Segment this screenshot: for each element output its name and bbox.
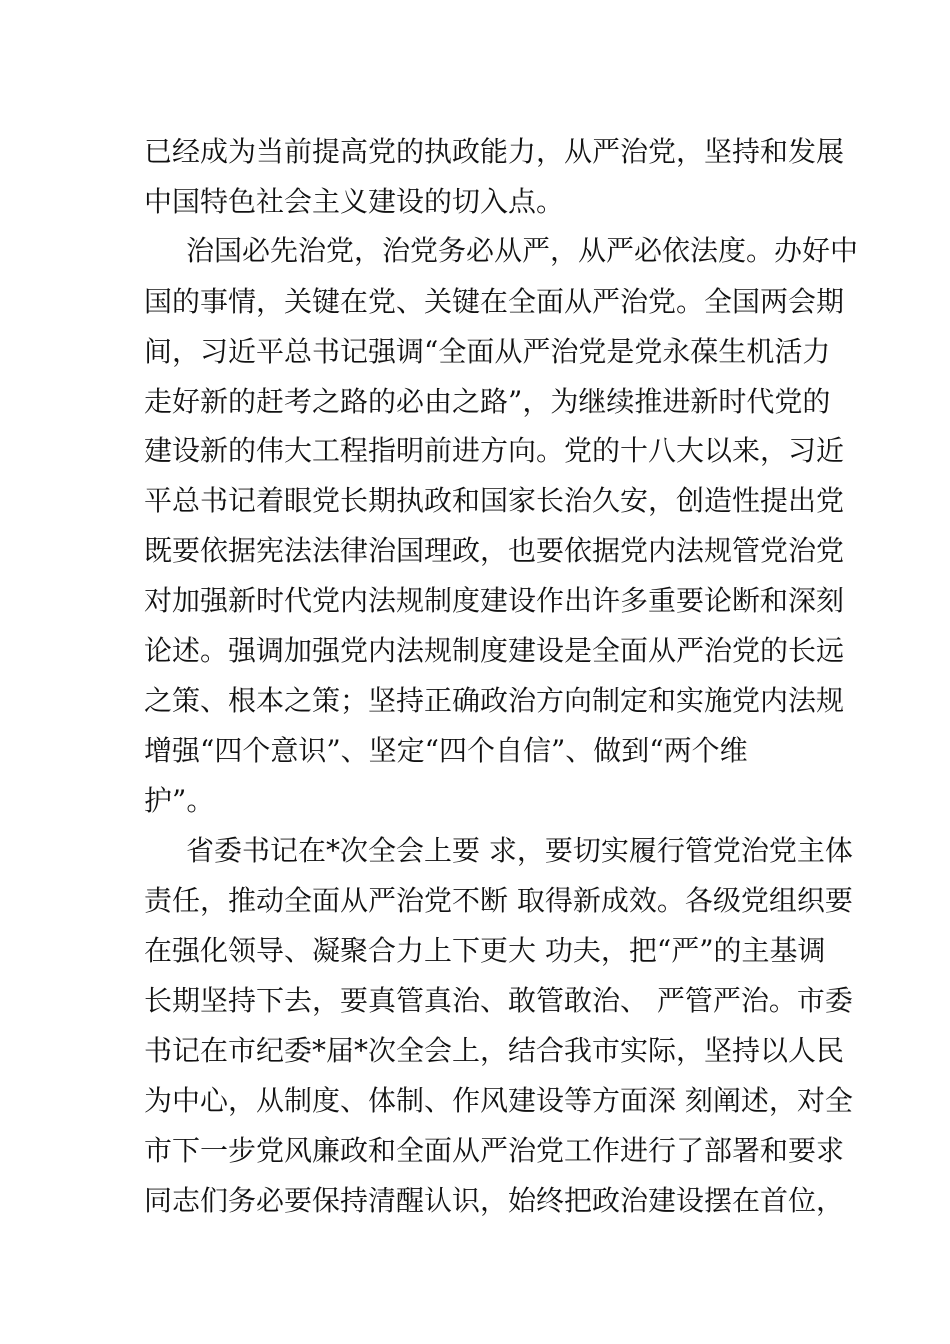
text-line-10: 对加强新时代党内法规制度建设作出许多重要论断和深刻: [144, 584, 845, 617]
text-line-21: 市下一步党风廉政和全面从严治党工作进行了部署和要求: [144, 1134, 845, 1167]
text-line-19: 书记在市纪委*届*次全会上，结合我市实际，坚持以人民: [144, 1034, 845, 1067]
text-line-5: 间，习近平总书记强调“全面从严治党是党永葆生机活力: [144, 335, 831, 368]
text-line-8: 平总书记着眼党长期执政和国家长治久安，创造性提出党: [144, 484, 845, 517]
text-line-9: 既要依据宪法法律治国理政，也要依据党内法规管党治党: [144, 534, 845, 567]
text-line-18: 长期坚持下去，要真管真治、敢管敢治、 严管严治。市委: [144, 984, 853, 1017]
text-line-6: 走好新的赶考之路的必由之路”，为继续推进新时代党的: [144, 385, 831, 418]
text-line-2: 中国特色社会主义建设的切入点。: [144, 185, 565, 218]
text-line-11: 论述。强调加强党内法规制度建设是全面从严治党的长远: [144, 634, 845, 667]
text-line-7: 建设新的伟大工程指明前进方向。党的十八大以来，习近: [144, 434, 845, 467]
text-line-20: 为中心，从制度、体制、作风建设等方面深 刻阐述，对全: [144, 1084, 853, 1117]
text-line-15: 省委书记在*次全会上要 求，要切实履行管党治党主体: [186, 834, 853, 867]
text-line-13: 增强“四个意识”、坚定“四个自信”、做到“两个维: [144, 734, 748, 767]
text-line-22: 同志们务必要保持清醒认识，始终把政治建设摆在首位，: [144, 1184, 845, 1217]
text-line-1: 已经成为当前提高党的执政能力，从严治党，坚持和发展: [144, 135, 845, 168]
text-line-12: 之策、根本之策；坚持正确政治方向制定和实施党内法规: [144, 684, 845, 717]
text-line-3: 治国必先治党，治党务必从严，从严必依法度。办好中: [186, 234, 859, 267]
text-line-4: 国的事情，关键在党、关键在全面从严治党。全国两会期: [144, 285, 845, 318]
text-line-16: 责任，推动全面从严治党不断 取得新成效。各级党组织要: [144, 884, 853, 917]
text-line-14: 护”。: [144, 784, 215, 817]
text-line-17: 在强化领导、凝聚合力上下更大 功夫，把“严”的主基调: [144, 934, 826, 967]
